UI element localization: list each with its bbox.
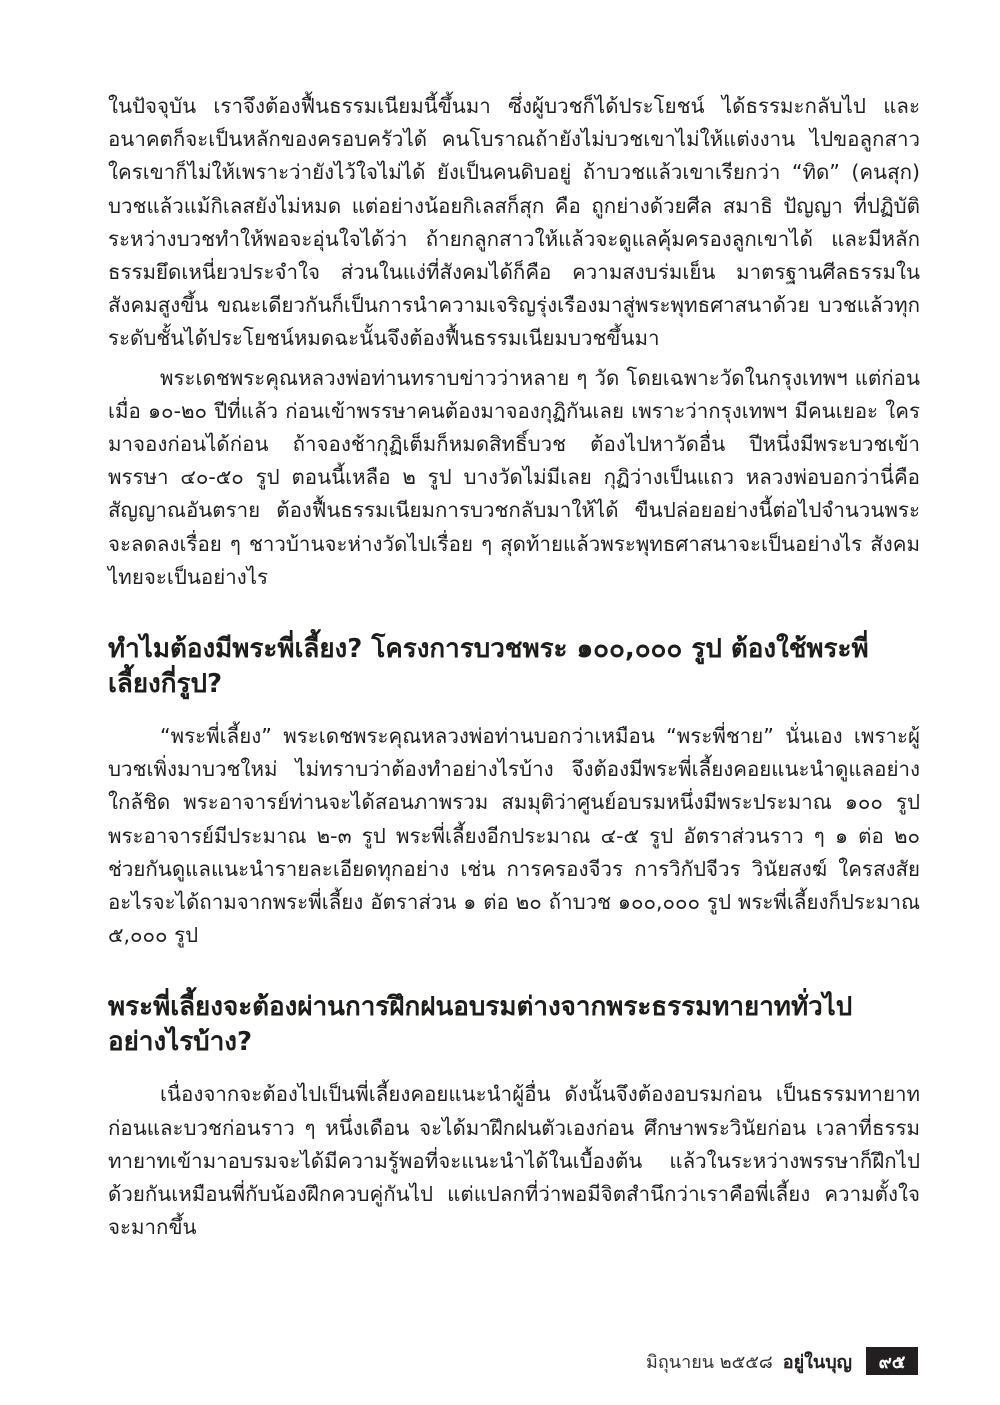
article-page	[108, 90, 920, 1244]
paragraph-temples: พระเดชพระคุณหลวงพ่อท่านทราบข่าวว่าหลาย ๆ วัด โดยเฉพาะวัดในกรุงเทพฯ แต่ก่อนเมื่อ ๑๐-๒๐ ปีที่แล้ว ก่อนเข้าพรรษาคนต้องมาจองกุฏิกันเลย เพราะว่ากรุงเทพฯ มีคนเยอะ ใครมาจองก่อนได้ก่อน ถ้าจองช้ากุฏิเต็มก็หมดสิทธิ์บวช ต้องไปหาวัดอื่น ปีหนึ่งมีพระบวชเข้าพรรษา ๔๐-๕๐ รูป ตอนนี้เหลือ ๒ รูป บางวัดไม่มีเลย กุฏิว่างเป็นแถว หลวงพ่อบอกว่านี่คือสัญญาณอันตราย ต้องฟื้นธรรมเนียมการบวชกลับมาให้ได้ ขืนปล่อยอย่างนี้ต่อไปจำนวนพระจะลดลงเรื่อย ๆ ชาวบ้านจะห่างวัดไปเรื่อย ๆ สุดท้ายแล้วพระพุทธศาสนาจะเป็นอย่างไร สังคมไทยจะเป็นอย่างไร	[108, 365, 920, 589]
paragraph-intro: ในปัจจุบัน เราจึงต้องฟื้นธรรมเนียมนี้ขึ้นมา ซึ่งผู้บวชก็ได้ประโยชน์ ได้ธรรมะกลับไป และอนาคตก็จะเป็นหลักของครอบครัวได้ คนโบราณถ้ายังไม่บวชเขาไม่ให้แต่งงาน ไปขอลูกสาวใครเขาก็ไม่ให้เพราะว่ายังไว้ใจไม่ได้ ยังเป็นคนดิบอยู่ ถ้าบวชแล้วเขาเรียกว่า “ทิด” (คนสุก) บวชแล้วแม้กิเลสยังไม่หมด แต่อย่างน้อยกิเลสก็สุก คือ ถูกย่างด้วยศีล สมาธิ ปัญญา ที่ปฏิบัติระหว่างบวชทำให้พอจะอุ่นใจได้ว่า ถ้ายกลูกสาวให้แล้วจะดูแลคุ้มครองลูกเขาได้ และมีหลักธรรมยึดเหนี่ยวประจำใจ ส่วนในแง่ที่สังคมได้ก็คือ ความสงบร่มเย็น มาตรฐานศีลธรรมในสังคมสูงขึ้น ขณะเดียวกันก็เป็นการนำความเจริญรุ่งเรืองมาสู่พระพุทธศาสนาด้วย บวชแล้วทุกระดับชั้นได้ประโยชน์หมดฉะนั้นจึงต้องฟื้นธรรมเนียมบวชขึ้นมา	[108, 94, 920, 351]
page-footer	[646, 1347, 918, 1375]
page-number-badge: ๙๕	[866, 1347, 918, 1375]
section-heading-mentor-training: พระพี่เลี้ยงจะต้องผ่านการฝึกฝนอบรมต่างจากพระธรรมทายาททั่วไปอย่างไรบ้าง?	[108, 992, 853, 1058]
footer-issue-date: มิถุนายน ๒๕๕๘	[646, 1351, 773, 1373]
section-heading-mentor-monks: ทำไมต้องมีพระพี่เลี้ยง? โครงการบวชพระ ๑๐๐,๐๐๐ รูป ต้องใช้พระพี่เลี้ยงกี่รูป?	[108, 634, 869, 700]
paragraph-mentor-training: เนื่องจากจะต้องไปเป็นพี่เลี้ยงคอยแนะนำผู้อื่น ดังนั้นจึงต้องอบรมก่อน เป็นธรรมทายาทก่อนและบวชก่อนราว ๆ หนึ่งเดือน จะได้มาฝึกฝนตัวเองก่อน ศึกษาพระวินัยก่อน เวลาที่ธรรมทายาทเข้ามาอบรมจะได้มีความรู้พอที่จะแนะนำได้ในเบื้องต้น แล้วในระหว่างพรรษาก็ฝึกไปด้วยกันเหมือนพี่กับน้องฝึกควบคู่กันไป แต่แปลกที่ว่าพอมีจิตสำนึกว่าเราคือพี่เลี้ยง ความตั้งใจจะมากขึ้น	[108, 1082, 920, 1240]
footer-magazine-name: อยู่ในบุญ	[782, 1351, 852, 1373]
paragraph-mentor-monks: “พระพี่เลี้ยง” พระเดชพระคุณหลวงพ่อท่านบอกว่าเหมือน “พระพี่ชาย” นั่นเอง เพราะผู้บวชเพิ่งมาบวชใหม่ ไม่ทราบว่าต้องทำอย่างไรบ้าง จึงต้องมีพระพี่เลี้ยงคอยแนะนำดูแลอย่างใกล้ชิด พระอาจารย์ท่านจะได้สอนภาพรวม สมมุติว่าศูนย์อบรมหนึ่งมีพระประมาณ ๑๐๐ รูป พระอาจารย์มีประมาณ ๒-๓ รูป พระพี่เลี้ยงอีกประมาณ ๔-๕ รูป อัตราส่วนราว ๆ ๑ ต่อ ๒๐ ช่วยกันดูแลแนะนำรายละเอียดทุกอย่าง เช่น การครองจีวร การวิกัปจีวร วินัยสงฆ์ ใครสงสัยอะไรจะได้ถามจากพระพี่เลี้ยง อัตราส่วน ๑ ต่อ ๒๐ ถ้าบวช ๑๐๐,๐๐๐ รูป พระพี่เลี้ยงก็ประมาณ ๕,๐๐๐ รูป	[108, 724, 920, 948]
